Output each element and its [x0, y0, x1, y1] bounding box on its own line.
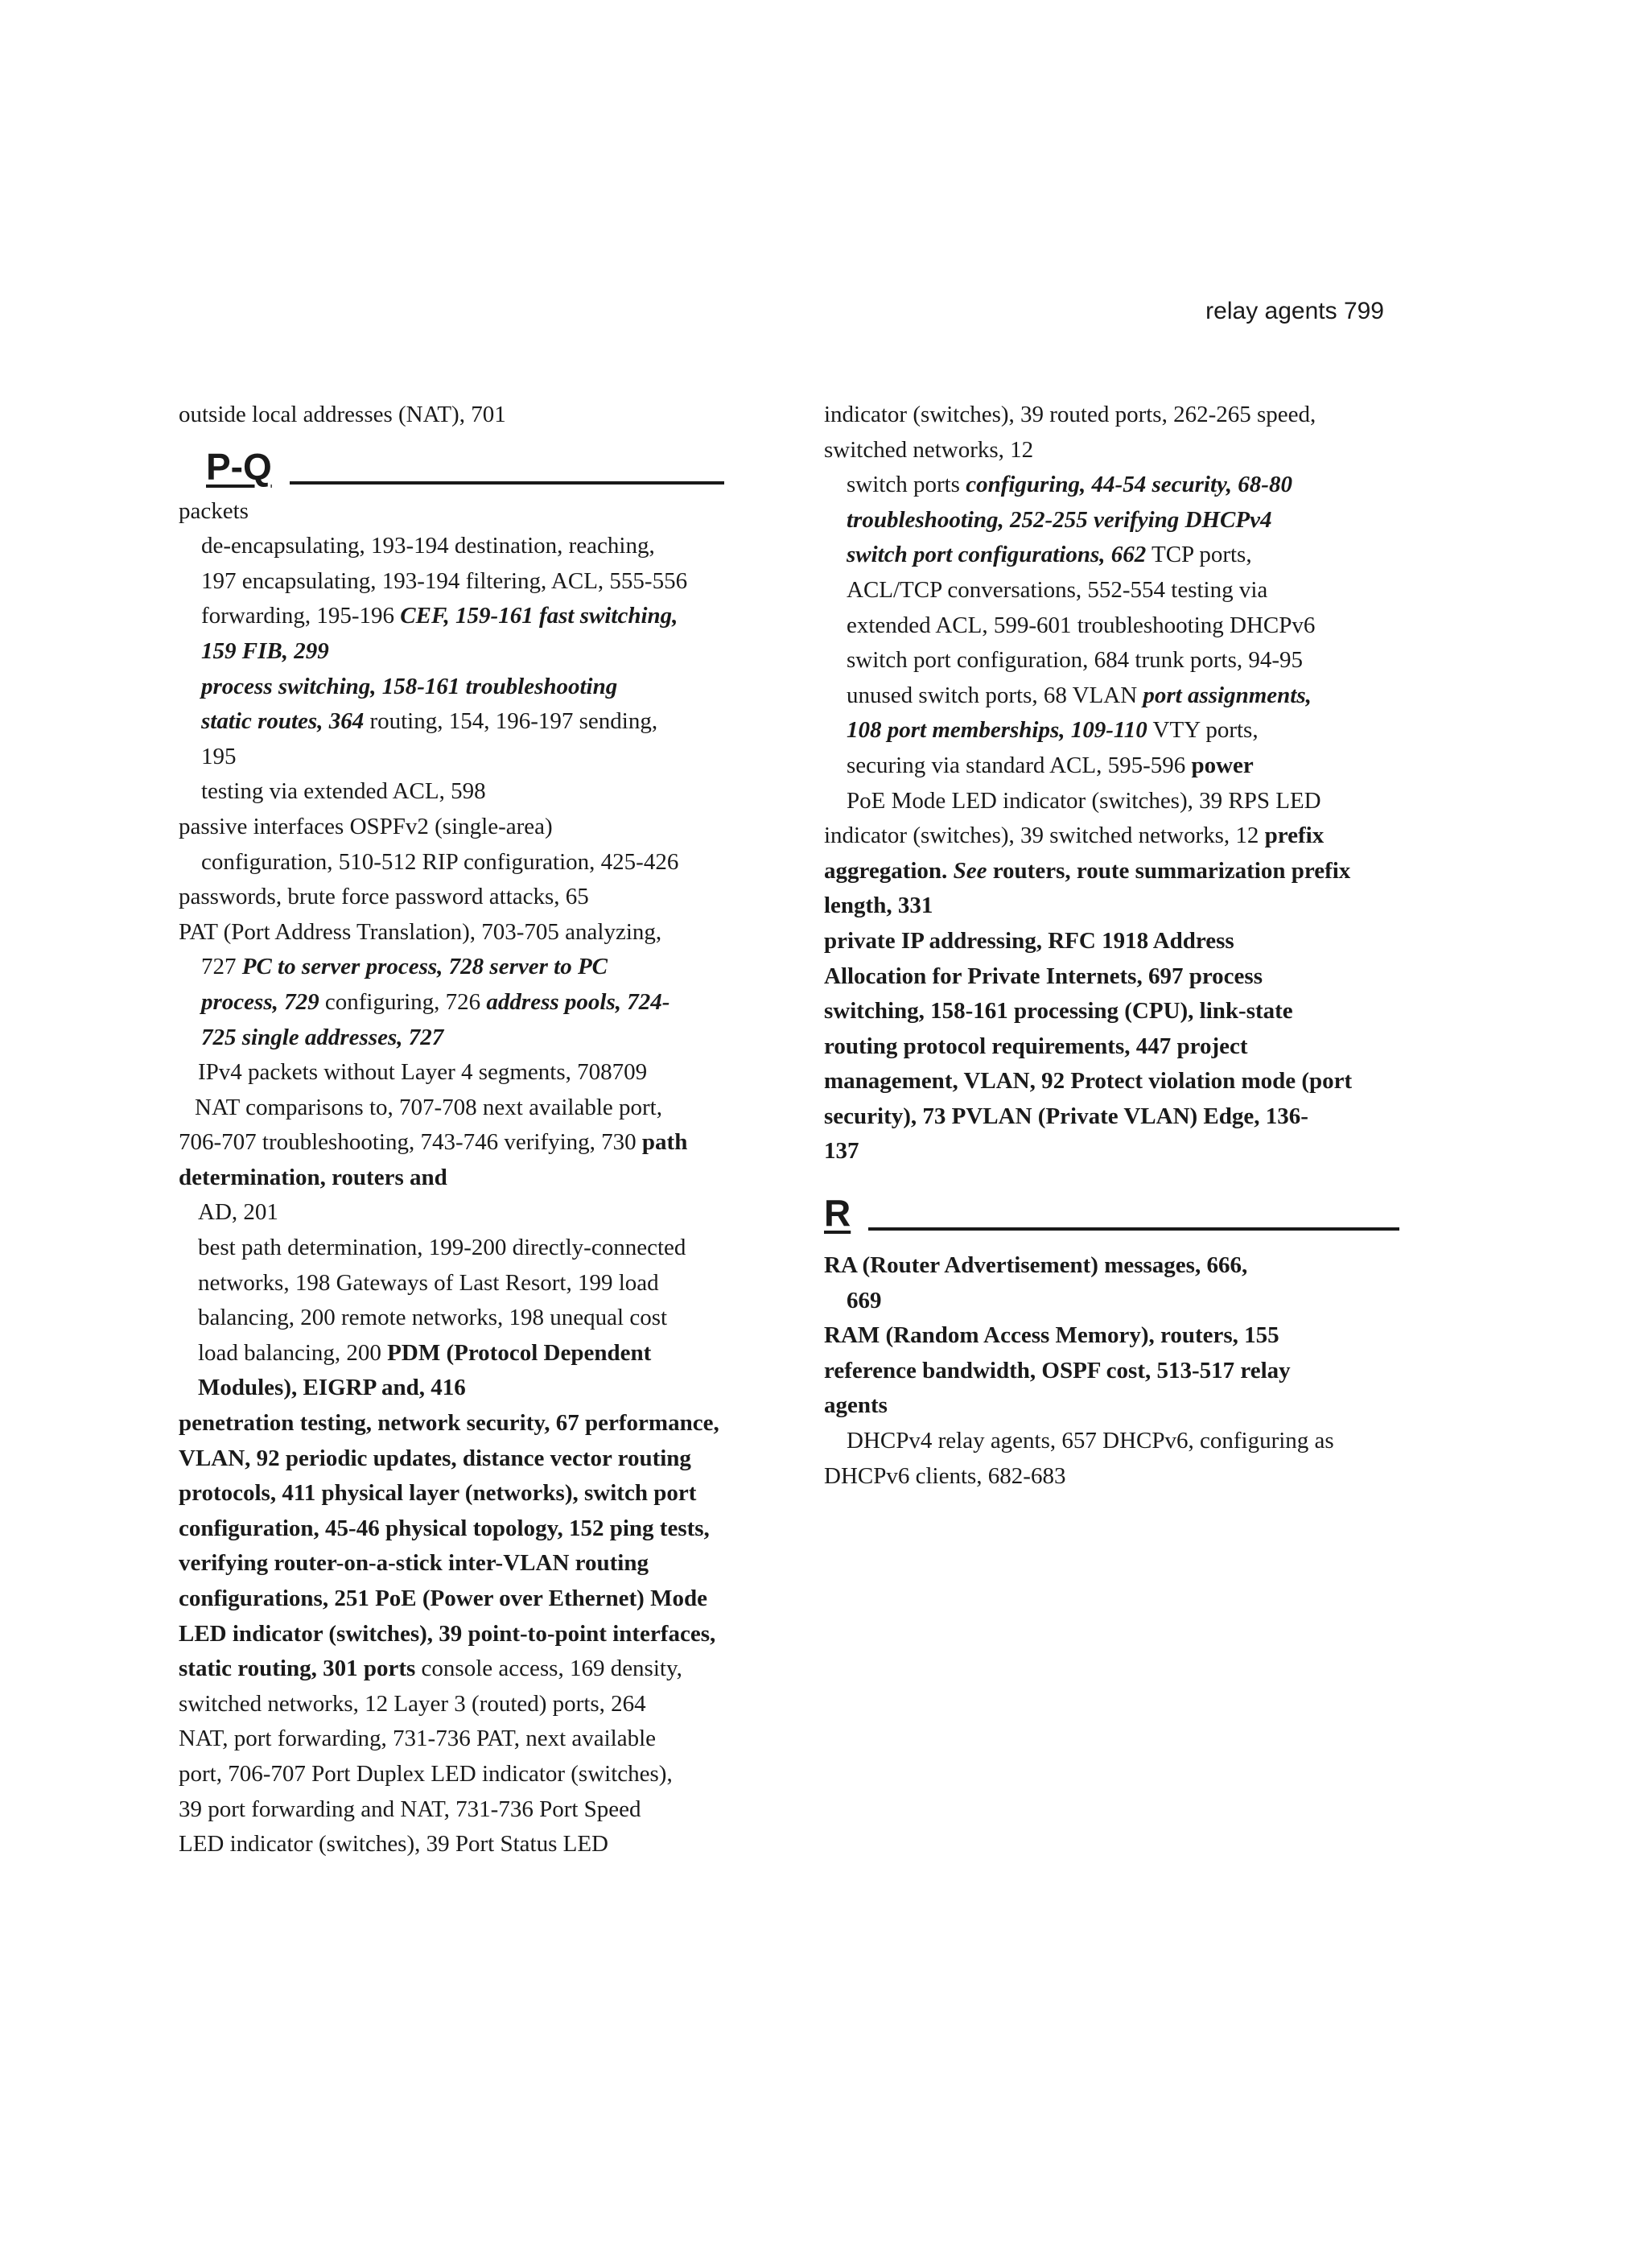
index-text-run: configurations, 251 PoE (Power over Ethernet) Mode: [179, 1586, 707, 1611]
index-line: [179, 1757, 774, 1792]
index-line: [179, 810, 774, 845]
index-text-run: switch port configurations, 662: [847, 542, 1147, 568]
index-text-run: process, 729: [201, 988, 319, 1015]
index-text-run: determination, routers and: [179, 1164, 447, 1190]
index-line: [179, 670, 774, 705]
index-column-left: [179, 398, 774, 1862]
index-line: [824, 1099, 1419, 1135]
index-text-run: DHCPv4 relay agents, 657 DHCPv6, configuring as: [847, 1428, 1334, 1454]
index-line: [179, 1161, 774, 1196]
index-line: [179, 634, 774, 670]
index-text-run: length, 331: [824, 893, 933, 919]
index-text-run: path: [641, 1129, 688, 1156]
index-line: [824, 608, 1419, 644]
index-line: [179, 1231, 774, 1266]
index-text-run: 669: [847, 1287, 882, 1313]
running-head: relay agents 799: [1205, 298, 1384, 324]
section-letter: P-Q: [206, 445, 272, 488]
index-line: [824, 1064, 1419, 1099]
index-line: [179, 599, 774, 634]
index-text-run: VTY ports,: [1147, 717, 1259, 744]
index-text-run: de-encapsulating, 193-194 destination, reaching,: [201, 533, 655, 559]
index-text-run: PDM (Protocol Dependent: [387, 1339, 652, 1366]
section-heading-pq: [206, 444, 774, 489]
index-line: [824, 468, 1419, 503]
index-text-run: indicator (switches), 39 switched networks, 12: [824, 823, 1265, 849]
index-text-run: aggregation.: [824, 857, 954, 884]
index-text-run: PC to server process, 728 server to PC: [241, 954, 608, 980]
index-line: [824, 433, 1419, 468]
index-text-run: reference bandwidth, OSPF cost, 513-517 relay: [824, 1357, 1291, 1383]
index-text-run: RAM (Random Access Memory), routers, 155: [824, 1322, 1279, 1349]
index-text-run: packets: [179, 497, 249, 524]
index-line: [179, 1301, 774, 1336]
index-line: [824, 1388, 1419, 1424]
index-text-run: private IP addressing, RFC 1918 Address: [824, 927, 1234, 954]
index-line: [179, 1125, 774, 1161]
section-rule: [868, 1227, 1399, 1231]
index-text-run: penetration testing, network security, 67 performance,: [179, 1410, 719, 1437]
index-line: [824, 398, 1419, 433]
index-text-run: testing via extended ACL, 598: [201, 778, 486, 805]
index-line: [179, 1652, 774, 1687]
index-line: [824, 678, 1419, 714]
index-line: [824, 1134, 1419, 1169]
index-line: [179, 564, 774, 600]
index-text-run: 137: [824, 1138, 859, 1165]
index-line: [824, 1318, 1419, 1354]
index-line: [824, 1354, 1419, 1389]
index-text-run: management, VLAN, 92 Protect violation mode (port: [824, 1068, 1353, 1095]
index-text-run: passwords, brute force password attacks, 65: [179, 884, 589, 910]
index-text-run: AD, 201: [198, 1199, 278, 1226]
index-line: [179, 1055, 774, 1091]
index-line: [179, 1336, 774, 1371]
index-text-run: NAT, port forwarding, 731-736 PAT, next available: [179, 1726, 657, 1752]
index-line: [824, 643, 1419, 678]
index-text-run: routing protocol requirements, 447 project: [824, 1033, 1248, 1059]
index-text-run: ACL/TCP conversations, 552-554 testing via: [847, 576, 1268, 603]
section-letter: R: [824, 1192, 851, 1235]
index-line: [824, 713, 1419, 748]
index-text-run: forwarding, 195-196: [201, 603, 401, 629]
index-line: [824, 924, 1419, 959]
index-line: [824, 573, 1419, 608]
index-text-run: switched networks, 12 Layer 3 (routed) ports, 264: [179, 1690, 646, 1717]
index-line: [179, 1091, 774, 1126]
index-text-run: outside local addresses (NAT), 701: [179, 402, 506, 427]
index-text-run: TCP ports,: [1146, 542, 1252, 568]
index-line: [824, 1459, 1419, 1495]
index-text-run: load balancing, 200: [198, 1339, 388, 1366]
index-text-run: 706-707 troubleshooting, 743-746 verifying, 730: [179, 1129, 642, 1156]
index-text-run: routers, route summarization prefix: [987, 857, 1351, 884]
index-line: [179, 1406, 774, 1441]
index-text-run: static routing, 301 ports: [179, 1656, 416, 1682]
index-text-run: extended ACL, 599-601 troubleshooting DHCPv6: [847, 612, 1316, 638]
index-line: [179, 1266, 774, 1301]
index-text-run: 195: [201, 743, 237, 769]
index-line: [179, 880, 774, 915]
index-text-run: switch port configuration, 684 trunk ports, 94-95: [847, 647, 1304, 674]
index-line: [179, 494, 774, 530]
index-text-run: port, 706-707 Port Duplex LED indicator (switches),: [179, 1760, 673, 1787]
index-line: [179, 1195, 774, 1231]
index-text-run: NAT comparisons to, 707-708 next available port,: [195, 1094, 662, 1120]
index-text-run: protocols, 411 physical layer (networks), switch port: [179, 1480, 697, 1507]
index-text-run: VLAN, 92 periodic updates, distance vector routing: [179, 1445, 691, 1471]
section-rule: [290, 481, 724, 485]
index-text-run: configuration, 45-46 physical topology, 152 ping tests,: [179, 1515, 710, 1541]
index-line: [824, 748, 1419, 784]
index-line: [824, 1029, 1419, 1065]
index-line: [179, 1371, 774, 1406]
index-line: [179, 1827, 774, 1862]
index-line: [179, 1581, 774, 1617]
index-text-run: address pools, 724-: [486, 988, 670, 1015]
index-text-run: security), 73 PVLAN (Private VLAN) Edge, 136-: [824, 1103, 1308, 1129]
index-text-run: verifying router-on-a-stick inter-VLAN routing: [179, 1550, 649, 1577]
index-text-run: prefix: [1264, 823, 1325, 849]
index-line: [179, 398, 774, 433]
index-text-run: 197 encapsulating, 193-194 filtering, ACL, 555-556: [201, 567, 688, 594]
index-text-run: port assignments,: [1143, 682, 1312, 708]
index-text-run: static routes, 364: [201, 708, 365, 735]
index-text-run: balancing, 200 remote networks, 198 unequal cost: [198, 1305, 668, 1331]
index-line: [824, 959, 1419, 995]
index-line: [824, 1424, 1419, 1459]
index-text-run: switched networks, 12: [824, 436, 1034, 463]
index-text-run: troubleshooting, 252-255 verifying DHCPv4: [847, 506, 1272, 533]
index-line: [179, 1546, 774, 1581]
index-line: [179, 1441, 774, 1477]
index-line: [179, 1792, 774, 1828]
index-line: [179, 1687, 774, 1722]
index-line: [179, 985, 774, 1021]
index-text-run: unused switch ports, 68 VLAN: [847, 682, 1143, 708]
index-line: [179, 704, 774, 740]
index-text-run: 39 port forwarding and NAT, 731-736 Port Speed: [179, 1796, 641, 1822]
index-text-run: CEF, 159-161 fast switching,: [400, 603, 678, 629]
index-text-run: routing, 154, 196-197 sending,: [364, 708, 658, 735]
index-line: [179, 529, 774, 564]
index-line: [179, 845, 774, 880]
index-text-run: PAT (Port Address Translation), 703-705 analyzing,: [179, 918, 662, 945]
index-line: [824, 503, 1419, 538]
index-text-run: PoE Mode LED indicator (switches), 39 RPS LED: [847, 787, 1321, 814]
index-text-run: switch ports: [847, 472, 966, 498]
index-text-run: Modules), EIGRP and, 416: [198, 1375, 466, 1401]
index-text-run: console access, 169 density,: [415, 1656, 682, 1682]
index-text-run: securing via standard ACL, 595-596: [847, 752, 1192, 778]
index-line: [824, 854, 1419, 889]
index-text-run: best path determination, 199-200 directly-connected: [198, 1235, 686, 1261]
index-line: [179, 1021, 774, 1056]
index-text-run: LED indicator (switches), 39 point-to-point interfaces,: [179, 1620, 716, 1647]
index-line: [824, 889, 1419, 924]
index-text-run: configuring, 44-54 security, 68-80: [966, 472, 1292, 498]
index-line: [824, 819, 1419, 854]
index-line: [179, 1617, 774, 1652]
index-text-run: 108 port memberships, 109-110: [847, 717, 1147, 744]
index-column-right: [824, 398, 1419, 1494]
index-text-run: See: [953, 857, 987, 884]
index-line: [824, 784, 1419, 819]
index-text-run: indicator (switches), 39 routed ports, 262-265 speed,: [824, 402, 1316, 427]
index-line: [179, 1476, 774, 1511]
index-text-run: passive interfaces OSPFv2 (single-area): [179, 813, 553, 839]
index-text-run: DHCPv6 clients, 682-683: [824, 1462, 1066, 1489]
index-text-run: networks, 198 Gateways of Last Resort, 199 load: [198, 1269, 659, 1296]
section-heading-r: [824, 1190, 1419, 1235]
index-text-run: agents: [824, 1392, 888, 1419]
index-line: [179, 1511, 774, 1547]
index-line: [179, 740, 774, 775]
index-text-run: RA (Router Advertisement) messages, 666,: [824, 1252, 1248, 1279]
index-line: [824, 994, 1419, 1029]
index-text-run: 159 FIB, 299: [201, 637, 329, 664]
index-text-run: 727: [201, 954, 242, 980]
index-text-run: configuring, 726: [319, 988, 487, 1015]
index-line: [179, 915, 774, 950]
index-text-run: LED indicator (switches), 39 Port Status LED: [179, 1831, 608, 1858]
index-text-run: switching, 158-161 processing (CPU), link-state: [824, 998, 1293, 1025]
index-text-run: IPv4 packets without Layer 4 segments, 708709: [198, 1059, 648, 1086]
index-text-run: process switching, 158-161 troubleshooting: [201, 673, 618, 699]
index-text-run: configuration, 510-512 RIP configuration, 425-426: [201, 848, 679, 875]
index-line: [824, 1248, 1419, 1284]
index-line: [179, 1722, 774, 1757]
index-line: [824, 1284, 1419, 1319]
index-line: [179, 774, 774, 810]
index-text-run: 725 single addresses, 727: [201, 1024, 444, 1050]
index-text-run: power: [1191, 752, 1254, 778]
index-line: [179, 950, 774, 985]
index-line: [824, 538, 1419, 573]
index-text-run: Allocation for Private Internets, 697 process: [824, 963, 1263, 989]
